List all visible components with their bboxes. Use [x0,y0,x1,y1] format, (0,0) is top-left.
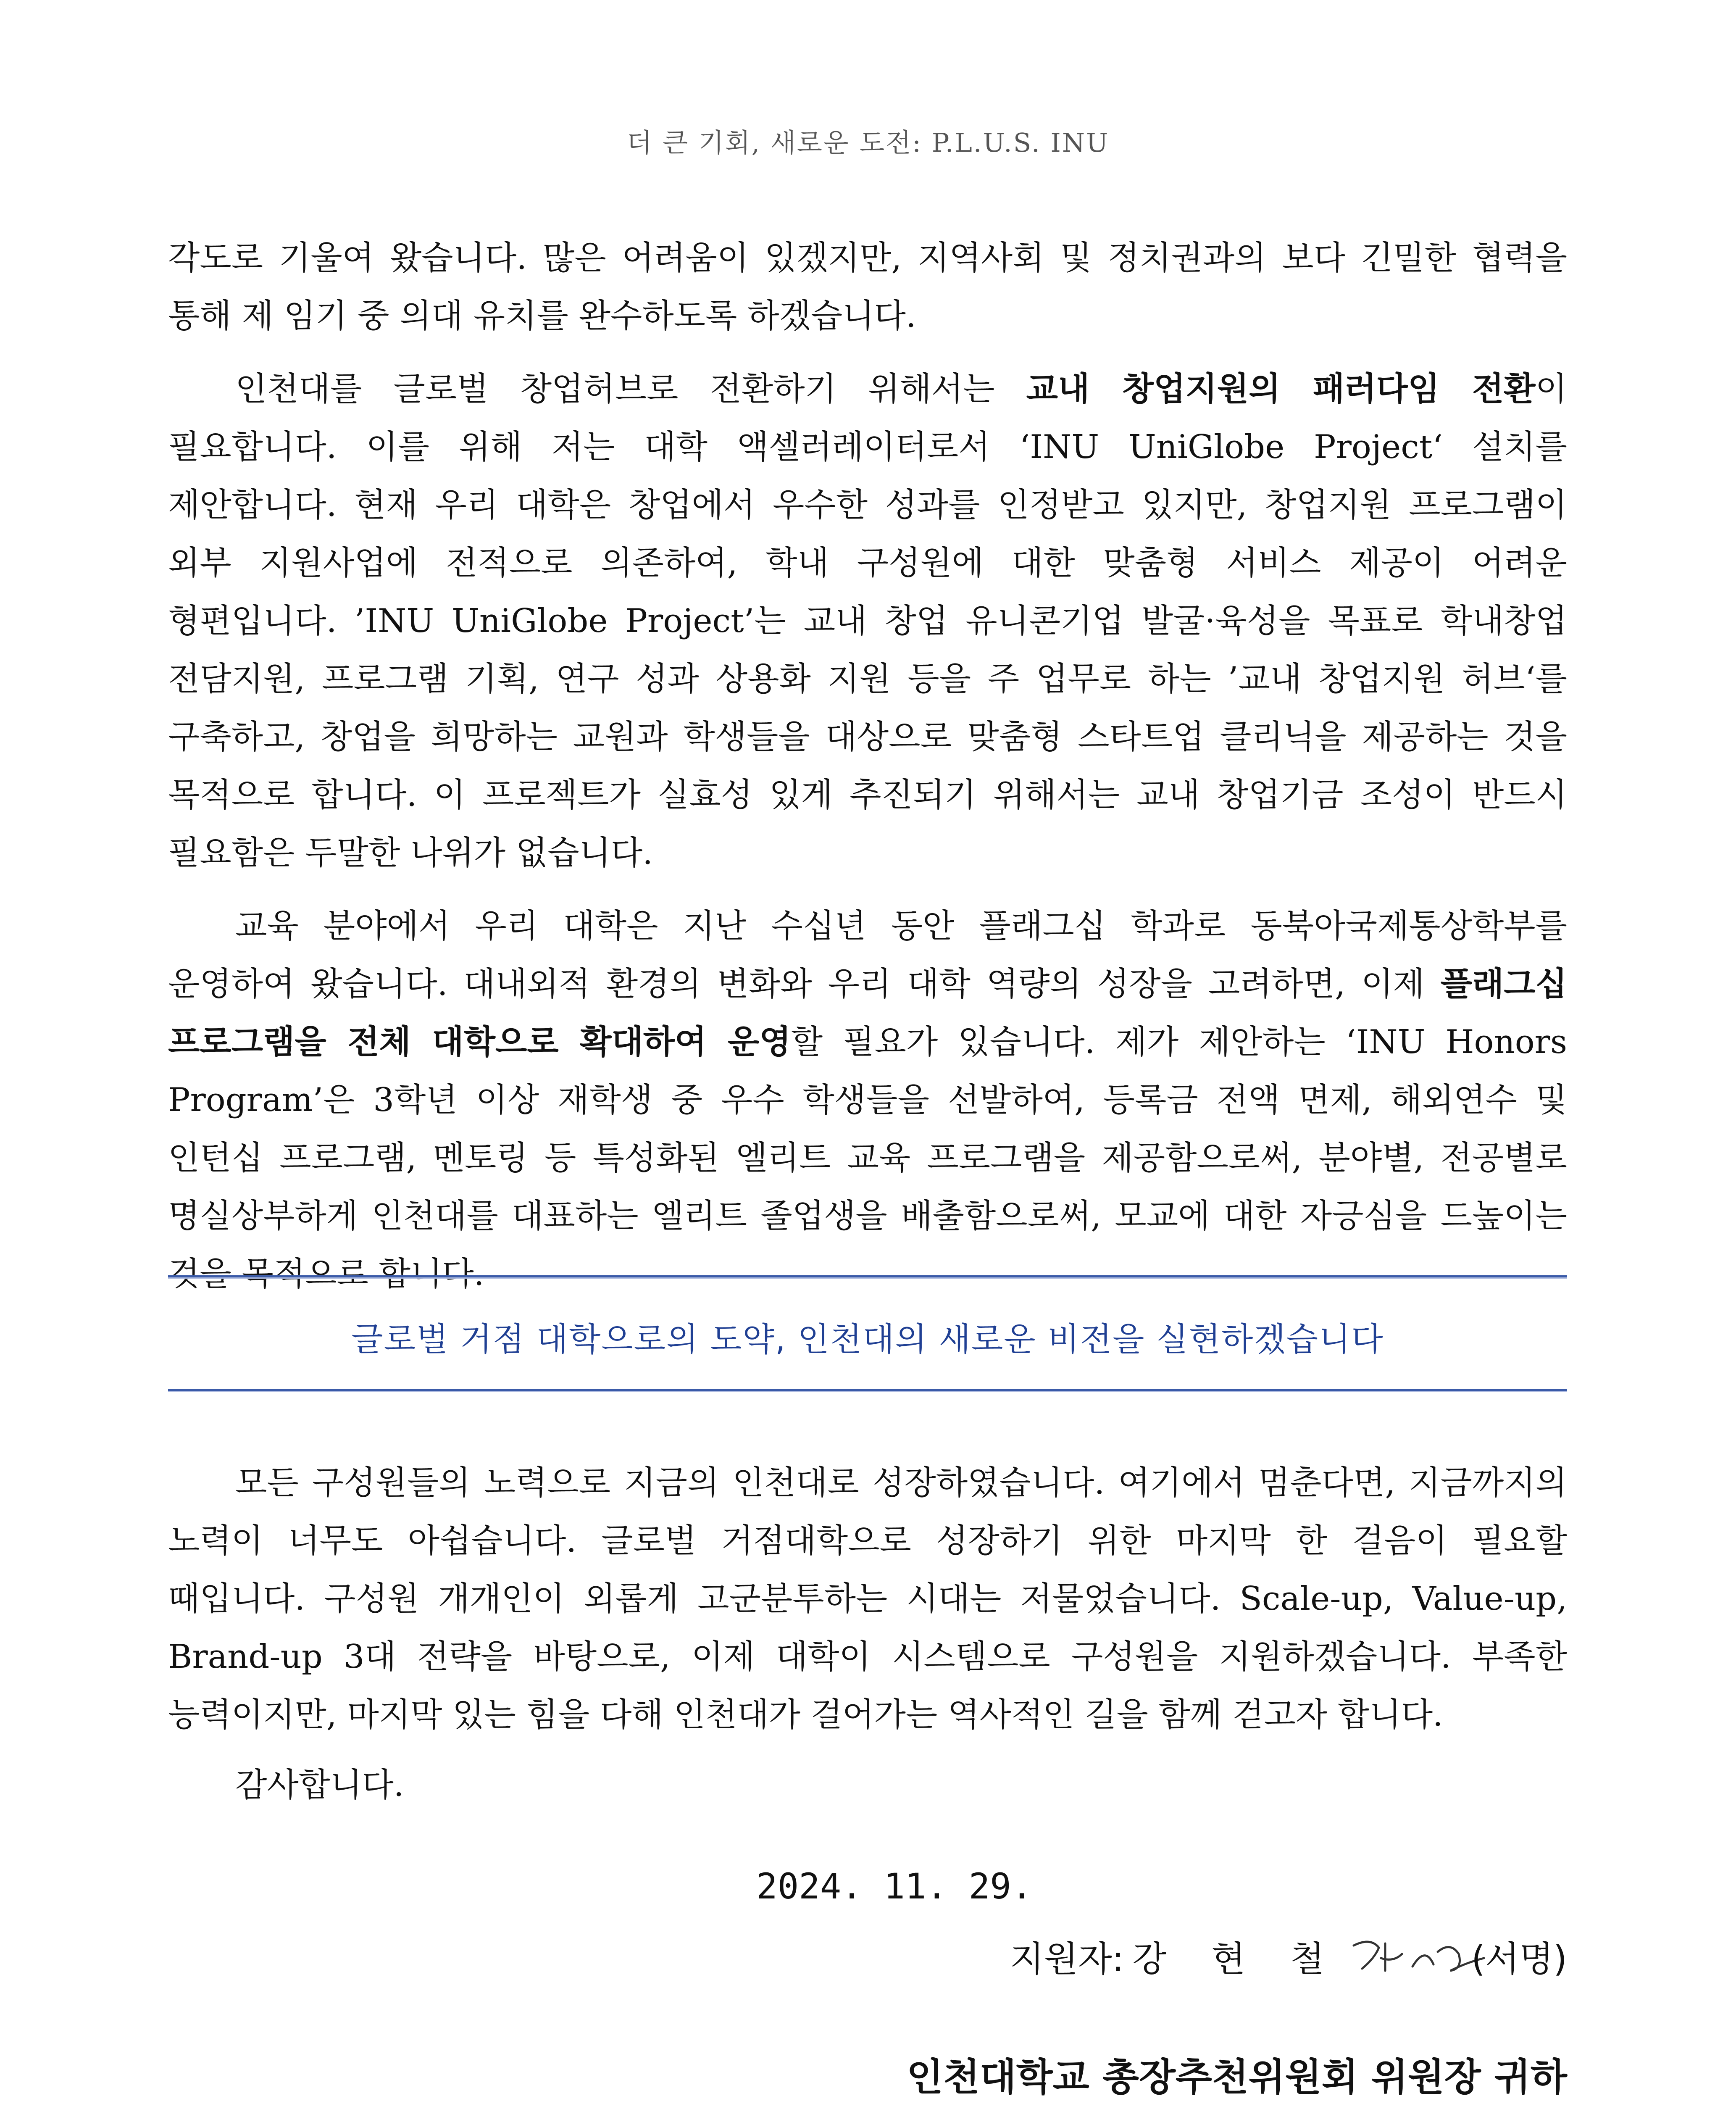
paragraph-medical-school [168,229,1567,345]
applicant-line [1010,1929,1567,1983]
paragraph-startup-hub [168,360,1567,882]
thanks-line: 감사합니다. [235,1766,404,1804]
paragraph-emphasis: 교내 창업지원의 패러다임 전환 [1026,370,1536,408]
paragraph-text: 각도로 기울여 왔습니다. 많은 어려움이 있겠지만, 지역사회 및 정치권과의 보다 긴밀한 협력을 통해 제 임기 중 의대 유치를 완수하도록 하겠습니다. [168,239,1567,335]
paragraph-emphasis: 플래그십 프로그램을 전체 대학으로 확대하여 운영 [168,965,1567,1061]
paragraph-honors-program [168,897,1567,1303]
applicant-label: 지원자: [1010,1938,1124,1980]
paragraph-text: 인천대를 글로벌 창업허브로 전환하기 위해서는 [235,370,1026,408]
section-heading-box [168,1275,1567,1401]
section-rule-bottom [168,1389,1567,1392]
closing-text [168,1454,1567,1759]
sign-mark: (서명) [1471,1938,1567,1980]
recipient-line: 인천대학교 총장추천위원회 위원장 귀하 [907,2055,1567,2099]
section-rule-top [168,1275,1567,1279]
document-date: 2024. 11. 29. [756,1866,1033,1907]
paragraph-closing: 모든 구성원들의 노력으로 지금의 인천대로 성장하였습니다. 여기에서 멈춘다면, 지금까지의 노력이 너무도 아쉽습니다. 글로벌 거점대학으로 성장하기 위한 마지막 한 걸음이 필요할 때입니다. 구성원 개개인이 외롭게 고군분투하는 시대는 저물었습니다. Scale-up, Value-up, Brand-up 3대 전략을 바탕으로, 이제 대학이 시스템으로 구성원을 지원하겠습니다. 부족한 능력이지만, 마지막 있는 힘을 다해 인천대가 걸어가는 역사적인 길을 함께 걷고자 합니다. [168,1464,1567,1734]
paragraph-text: 교육 분야에서 우리 대학은 지난 수십년 동안 플래그십 학과로 동북아국제통상학부를 운영하여 왔습니다. 대내외적 환경의 변화와 우리 대학 역량의 성장을 고려하면, 이제 [168,907,1567,1003]
running-header: 더 큰 기회, 새로운 도전: P.L.U.S. INU [626,127,1110,158]
body-text [168,229,1567,1318]
section-title: 글로벌 거점 대학으로의 도약, 인천대의 새로운 비전을 실현하겠습니다 [351,1321,1384,1359]
paragraph-text: 할 필요가 있습니다. 제가 제안하는 ‘INU Honors Program’은 3학년 이상 재학생 중 우수 학생들을 선발하여, 등록금 전액 면제, 해외연수 및 인턴십 프로그램, 멘토링 등 특성화된 엘리트 교육 프로그램을 제공함으로써, 분야별, 전공별로 명실상부하게 인천대를 대표하는 엘리트 졸업생을 배출함으로써, 모교에 대한 자긍심을 드높이는 것을 목적으로 합니다. [168,1023,1567,1293]
paragraph-text: 이 필요합니다. 이를 위해 저는 대학 액셀러레이터로서 ‘INU UniGlobe Project‘ 설치를 제안합니다. 현재 우리 대학은 창업에서 우수한 성과를 인정받고 있지만, 창업지원 프로그램이 외부 지원사업에 전적으로 의존하여, 학내 구성원에 대한 맞춤형 서비스 제공이 어려운 형편입니다. ’INU UniGlobe Project’는 교내 창업 유니콘기업 발굴·육성을 목표로 학내창업 전담지원, 프로그램 기획, 연구 성과 상용화 지원 등을 주 업무로 하는 ’교내 창업지원 허브‘를 구축하고, 창업을 희망하는 교원과 학생들을 대상으로 맞춤형 스타트업 클리닉을 제공하는 것을 목적으로 합니다. 이 프로젝트가 실효성 있게 추진되기 위해서는 교내 창업기금 조성이 반드시 필요함은 두말한 나위가 없습니다. [168,370,1567,872]
applicant-name: 강 현 철 [1132,1938,1341,1980]
